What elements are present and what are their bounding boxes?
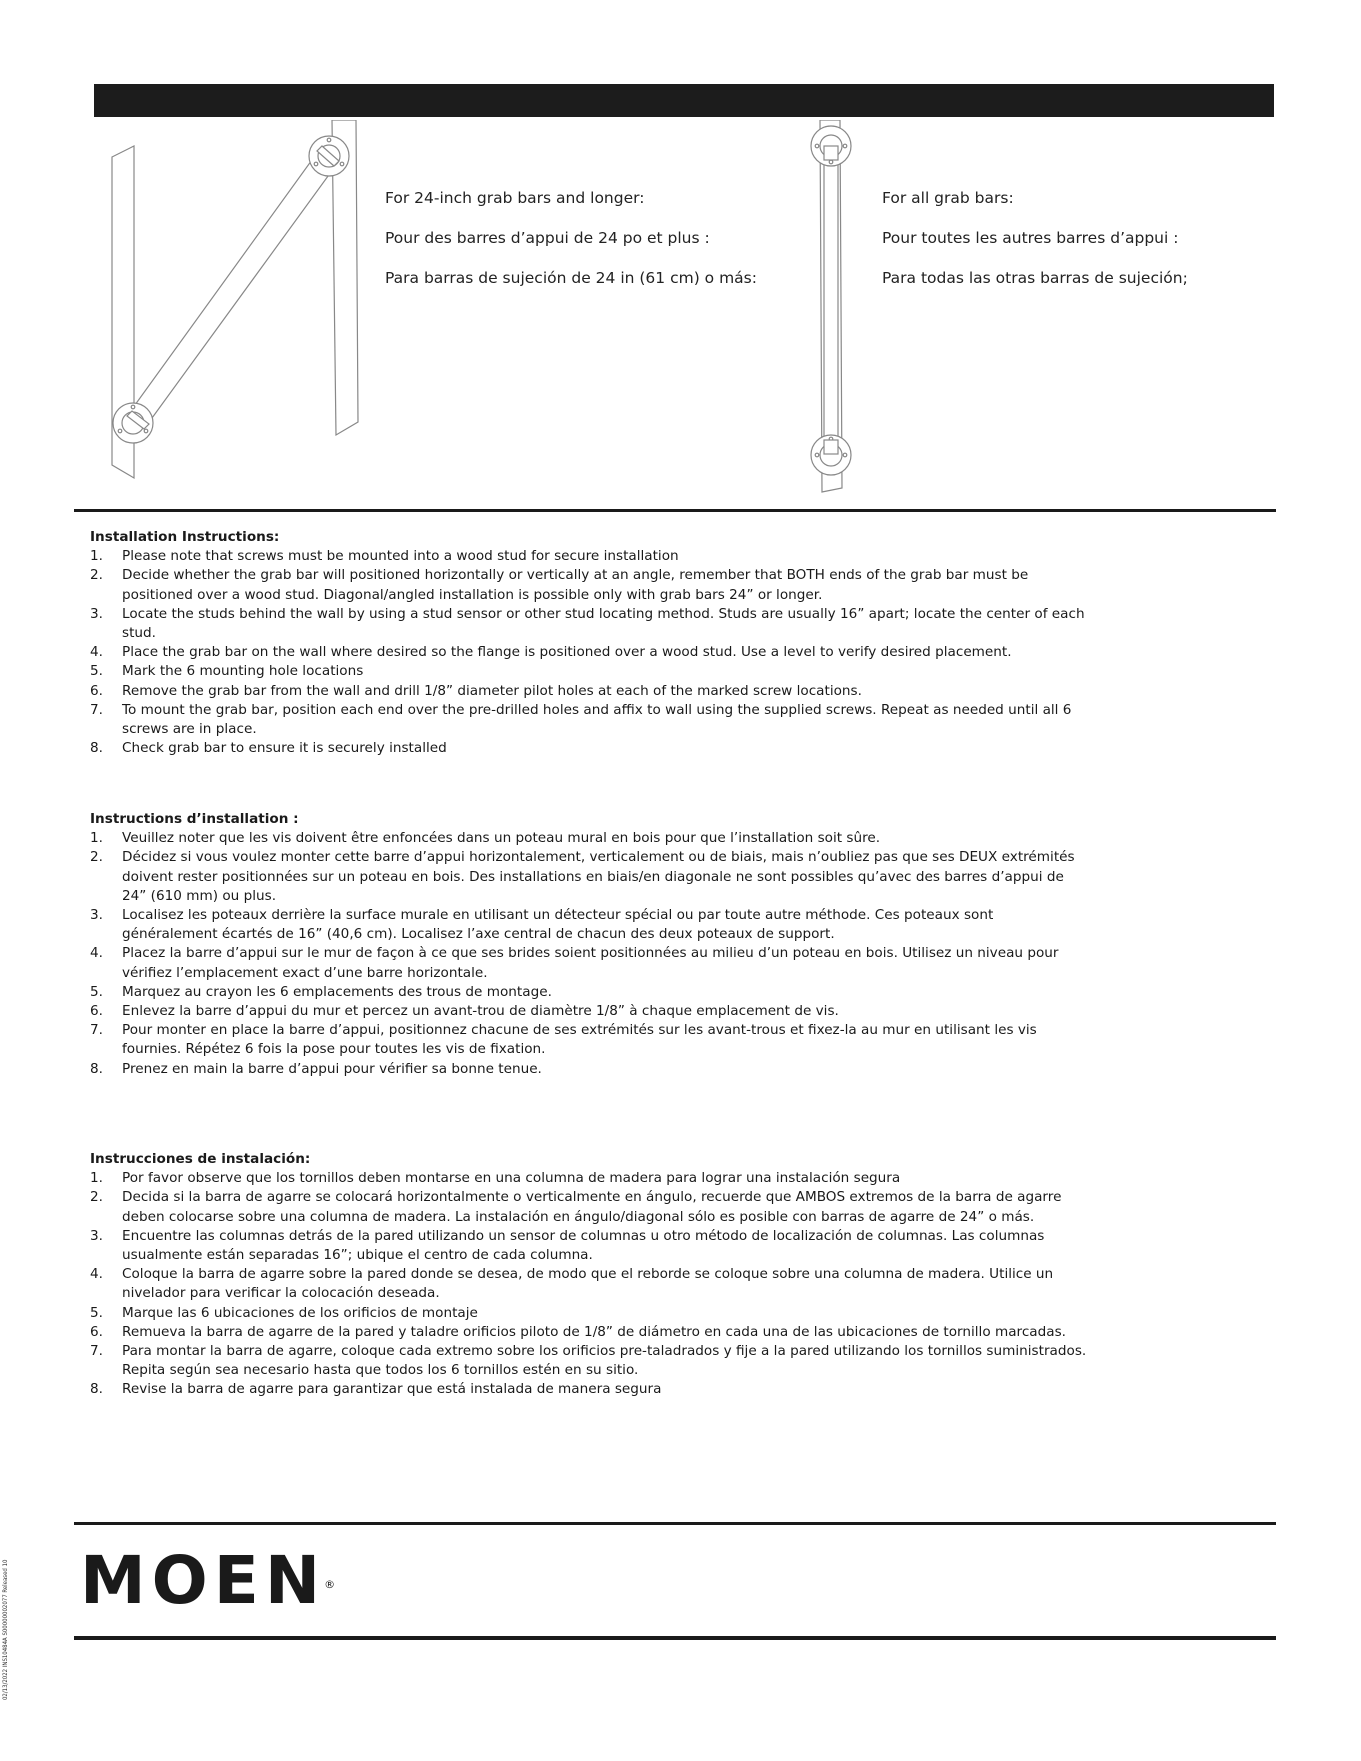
step-item — [90, 1188, 1090, 1226]
section-heading: Instrucciones de instalación: — [90, 1151, 311, 1167]
caption-en: For all grab bars: — [882, 189, 1014, 207]
caption-fr: Pour toutes les autres barres d’appui : — [882, 229, 1179, 247]
step-text: Enlevez la barre d’appui du mur et percez un avant-trou de diamètre 1/8” à chaque emplacement de vis. — [122, 1003, 839, 1020]
section-divider — [74, 509, 1276, 512]
step-number: 2. — [90, 849, 103, 866]
step-text: Please note that screws must be mounted into a wood stud for secure installation — [122, 548, 679, 565]
step-item — [90, 1060, 1090, 1079]
header-bar — [94, 84, 1274, 117]
step-text: Revise la barra de agarre para garantizar que está instalada de manera segura — [122, 1381, 662, 1398]
step-item — [90, 605, 1090, 643]
step-text: Décidez si vous voulez monter cette barre d’appui horizontalement, verticalement ou de biais, mais n’oubliez pas que ses DEUX extrémités doivent rester positionnées sur un poteau en bois. Des installations en biais/en diagonale ne sont possibles qu’avec des barres d’appui de 24” (610 mm) ou plus. — [122, 849, 1075, 904]
step-text: Marque las 6 ubicaciones de los orificios de montaje — [122, 1304, 478, 1321]
step-number: 7. — [90, 701, 103, 718]
step-item — [90, 1227, 1090, 1265]
step-item — [90, 906, 1090, 944]
step-item — [90, 643, 1090, 662]
step-text: Encuentre las columnas detrás de la pared utilizando un sensor de columnas u otro método de localización de columnas. Las columnas usualmente están separadas 16”; ubique el centro de cada columna. — [122, 1227, 1045, 1264]
step-item — [90, 701, 1090, 739]
step-text: Place the grab bar on the wall where desired so the flange is positioned over a wood stud. Use a level to verify desired placement. — [122, 644, 1012, 661]
step-list — [90, 829, 1090, 1079]
step-number: 4. — [90, 945, 103, 962]
diagonal-grab-bar-illustration — [100, 120, 380, 485]
step-item — [90, 566, 1090, 604]
step-number: 5. — [90, 663, 103, 680]
step-item — [90, 829, 1090, 848]
caption-es: Para todas las otras barras de sujeción; — [882, 269, 1188, 287]
section-heading: Installation Instructions: — [90, 529, 280, 545]
section-heading: Instructions d’installation : — [90, 811, 299, 827]
vertical-bar — [824, 140, 838, 460]
step-item — [90, 547, 1090, 566]
step-number: 8. — [90, 1060, 103, 1077]
step-text: Para montar la barra de agarre, coloque cada extremo sobre los orificios pre-taladrados y fije a la pared utilizando los tornillos suministrados. Repita según sea necesario hasta que todos los 6 tornillos estén en su sitio. — [122, 1343, 1087, 1379]
step-item — [90, 848, 1090, 906]
step-text: Coloque la barra de agarre sobre la pared donde se desea, de modo que el reborde se coloque sobre una columna de madera. Utilice un nivelador para verificar la colocación deseada. — [122, 1266, 1054, 1302]
step-list — [90, 1169, 1090, 1399]
registered-mark: ® — [324, 1578, 336, 1591]
step-number: 3. — [90, 907, 103, 924]
step-number: 4. — [90, 644, 103, 661]
step-text: Prenez en main la barre d’appui pour vérifier sa bonne tenue. — [122, 1060, 542, 1077]
document-code: 02/13/2022 INS10484A S00000002077 Released 10 — [2, 1559, 9, 1700]
step-number: 1. — [90, 548, 103, 565]
step-number: 6. — [90, 1323, 103, 1340]
step-text: Pour monter en place la barre d’appui, positionnez chacune de ses extrémités sur les avant-trous et fixez-la au mur en utilisant les vis fournies. Répétez 6 fois la pose pour toutes les vis de fixation. — [122, 1022, 1037, 1058]
vertical-grab-bar-illustration — [810, 120, 870, 495]
english-instructions — [90, 528, 1090, 758]
step-number: 3. — [90, 605, 103, 622]
step-text: Decide whether the grab bar will positioned horizontally or vertically at an angle, remember that BOTH ends of the grab bar must be positioned over a wood stud. Diagonal/angled installation is possible only with grab bars 24” or longer. — [122, 567, 1029, 603]
step-item — [90, 739, 1090, 758]
step-number: 1. — [90, 830, 103, 847]
step-item — [90, 944, 1090, 982]
step-text: Veuillez noter que les vis doivent être enfoncées dans un poteau mural en bois pour que l’installation soit sûre. — [122, 830, 881, 847]
step-number: 8. — [90, 740, 103, 757]
caption-es: Para barras de sujeción de 24 in (61 cm) o más: — [385, 269, 757, 287]
moen-logo — [80, 1542, 337, 1619]
step-text: Marquez au crayon les 6 emplacements des trous de montage. — [122, 983, 552, 1000]
step-text: Check grab bar to ensure it is securely installed — [122, 740, 447, 757]
step-item — [90, 1002, 1090, 1021]
step-number: 7. — [90, 1343, 103, 1360]
step-text: Locate the studs behind the wall by using a stud sensor or other stud locating method. Studs are usually 16” apart; locate the center of each stud. — [122, 605, 1085, 642]
step-item — [90, 1380, 1090, 1399]
step-item — [90, 1304, 1090, 1323]
spanish-instructions — [90, 1150, 1090, 1400]
step-text: Decida si la barra de agarre se colocará horizontalmente o verticalmente en ángulo, recuerde que AMBOS extremos de la barra de agarre deben colocarse sobre una columna de madera. La instalación en ángulo/diagonal sólo es posible con barras de agarre de 24” o más. — [122, 1189, 1062, 1225]
step-number: 6. — [90, 682, 103, 699]
step-list — [90, 547, 1090, 758]
step-number: 5. — [90, 983, 103, 1000]
step-item — [90, 662, 1090, 681]
step-number: 3. — [90, 1227, 103, 1244]
step-item — [90, 1021, 1090, 1059]
step-number: 8. — [90, 1381, 103, 1398]
footer-rule-top — [74, 1522, 1276, 1525]
footer-rule-bottom — [74, 1636, 1276, 1640]
step-number: 4. — [90, 1266, 103, 1283]
step-text: Remueva la barra de agarre de la pared y taladre orificios piloto de 1/8” de diámetro en cada una de las ubicaciones de tornillo marcadas. — [122, 1323, 1066, 1340]
caption-en: For 24-inch grab bars and longer: — [385, 189, 645, 207]
step-text: Localisez les poteaux derrière la surface murale en utilisant un détecteur spécial ou par toute autre méthode. Ces poteaux sont généralement écartés de 16” (40,6 cm). Localisez l’axe central de chacun des deux poteaux de support. — [122, 907, 994, 943]
step-item — [90, 682, 1090, 701]
step-item — [90, 1169, 1090, 1188]
step-number: 2. — [90, 567, 103, 584]
step-number: 7. — [90, 1022, 103, 1039]
step-item — [90, 1323, 1090, 1342]
step-item — [90, 1265, 1090, 1303]
step-text: Placez la barre d’appui sur le mur de façon à ce que ses brides soient positionnées au milieu d’un poteau en bois. Utilisez un niveau pour vérifiez l’emplacement exact d’une barre horizontale. — [122, 945, 1059, 981]
step-text: Por favor observe que los tornillos deben montarse en una columna de madera para lograr una instalación segura — [122, 1170, 901, 1187]
french-instructions — [90, 810, 1090, 1079]
logo-text: MOEN — [80, 1542, 327, 1619]
step-number: 2. — [90, 1189, 103, 1206]
step-text: Mark the 6 mounting hole locations — [122, 663, 364, 680]
step-item — [90, 1342, 1090, 1380]
caption-fr: Pour des barres d’appui de 24 po et plus : — [385, 229, 710, 247]
step-text: Remove the grab bar from the wall and drill 1/8” diameter pilot holes at each of the marked screw locations. — [122, 682, 862, 699]
step-text: To mount the grab bar, position each end over the pre-drilled holes and affix to wall using the supplied screws. Repeat as needed until all 6 screws are in place. — [122, 701, 1072, 738]
step-number: 6. — [90, 1003, 103, 1020]
step-item — [90, 983, 1090, 1002]
step-number: 1. — [90, 1170, 103, 1187]
step-number: 5. — [90, 1304, 103, 1321]
diagonal-bar — [127, 146, 339, 429]
